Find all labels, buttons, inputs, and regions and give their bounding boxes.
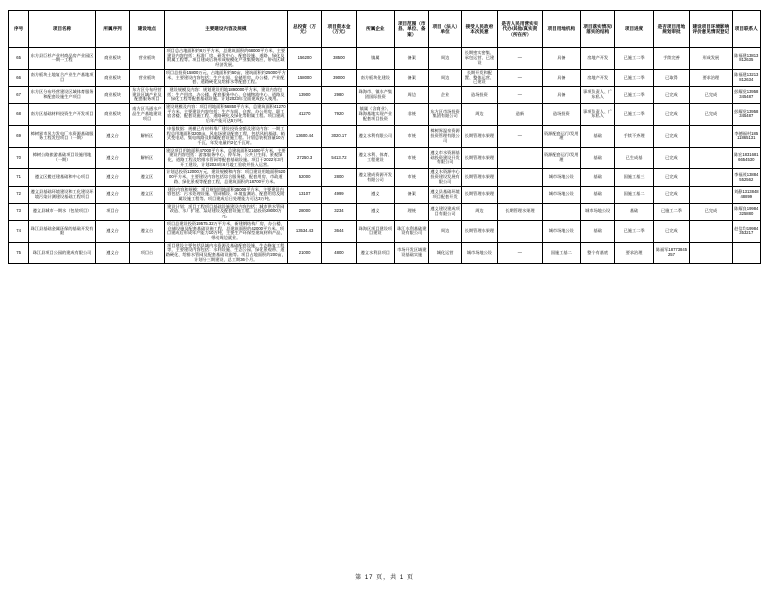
cell-plan-approval: 已完成 bbox=[653, 169, 689, 186]
cell-implementation: 基础 bbox=[581, 147, 615, 169]
cell-eia bbox=[690, 242, 732, 264]
cell-plan-approval: 已取得 bbox=[653, 69, 689, 86]
cell-land bbox=[542, 203, 580, 220]
cell-progress: 已施工二季 bbox=[615, 86, 653, 103]
cell-company: 遵义 bbox=[356, 186, 394, 203]
cell-progress: 已施工二季 bbox=[615, 48, 653, 70]
column-header-project-name: 项目名称 bbox=[29, 11, 96, 48]
column-header-progress: 项目进度 bbox=[615, 11, 653, 48]
cell-project-name: 南方区基础材料投资生产开发项目 bbox=[29, 104, 96, 126]
table-row bbox=[9, 147, 761, 169]
cell-plan-approval: 手续完善 bbox=[653, 48, 689, 70]
cell-contact: 刘静131384848899 bbox=[732, 186, 760, 203]
cell-total: 13107 bbox=[287, 186, 321, 203]
table-row bbox=[9, 69, 761, 86]
cell-accept: 长期管理水果理 bbox=[461, 147, 497, 169]
cell-eia bbox=[690, 220, 732, 242]
cell-company: 遵义水利县项目 bbox=[356, 242, 394, 264]
cell-project-name: 遵义县基础环境建设和工化建设环境污染计测建设基础工程项目 bbox=[29, 186, 96, 203]
cell-agent: — bbox=[498, 69, 542, 86]
cell-plan-approval: 已完成 bbox=[653, 104, 689, 126]
cell-accept: 长期管理水果理 bbox=[461, 169, 497, 186]
table-row bbox=[9, 125, 761, 147]
cell-implementation: 事项负责人、广东私人 bbox=[581, 86, 615, 103]
cell-contact bbox=[732, 242, 760, 264]
cell-series: 遵义台 bbox=[95, 220, 129, 242]
cell-content: 建设内容和规模：项目规划用地面积35000平方米，主要建设内容包括：污水处理设施、管网铺设、环境监测站、配套用房及附属设施工程等。项目建成后日处理能力可达3万吨。 bbox=[164, 186, 287, 203]
table-row bbox=[9, 48, 761, 70]
cell-agent: — bbox=[498, 242, 542, 264]
cell-content: 项目建设主要包括县域内水资源及基础配套设施、生态修复工程等，主要建设内容包括：水利设施、生态公园、绿化景观带、道路硬化、给排水管网及配套基础设施等。项目占地面积约200亩，计划分三期建设，总工期36个月。 bbox=[164, 242, 287, 264]
table-header bbox=[9, 11, 761, 48]
cell-accept: 长期管理水果理 bbox=[461, 125, 497, 147]
column-header-total-investment: 总投资（万元） bbox=[287, 11, 321, 48]
cell-land: 城市场地公设 bbox=[542, 220, 580, 242]
table-row bbox=[9, 86, 761, 103]
header-row bbox=[9, 11, 761, 48]
cell-seq: 74 bbox=[9, 220, 29, 242]
cell-eia: 要求治理 bbox=[690, 69, 732, 86]
column-header-accept: 接受人民政府本次民意 bbox=[461, 11, 497, 48]
cell-seq: 68 bbox=[9, 104, 29, 126]
cell-capital: 4800 bbox=[322, 242, 356, 264]
column-header-content: 主要建设内容及规模 bbox=[164, 11, 287, 48]
cell-content: 项目总占地面积约6万平方米，总建筑面积约68000平方米，主要建设内容包括：标准厂房、研发中心、配套设施、道路、绿化及附属工程等。项目建成后将形成规模化产业集聚效应，带动区域经济发展。 bbox=[164, 48, 287, 70]
cell-series: 遵义台 bbox=[95, 169, 129, 186]
cell-series: 遵义台 bbox=[95, 125, 129, 147]
cell-plan-approval: 已完成 bbox=[653, 220, 689, 242]
cell-seq: 70 bbox=[9, 147, 29, 169]
cell-eia bbox=[690, 186, 732, 203]
cell-total: 21000 bbox=[287, 242, 321, 264]
cell-seq: 69 bbox=[9, 125, 29, 147]
cell-contact: 彭耀党13958345487 bbox=[732, 104, 760, 126]
cell-eia bbox=[690, 125, 732, 147]
cell-eia bbox=[690, 147, 732, 169]
cell-site bbox=[130, 203, 164, 220]
cell-land: 城市场地公设 bbox=[542, 186, 580, 203]
column-header-series: 所属序列 bbox=[95, 11, 129, 48]
cell-implementation: 城市场地公设 bbox=[581, 203, 615, 220]
cell-accept: 造场投资 bbox=[461, 86, 497, 103]
cell-plan-approval: 已完成 bbox=[653, 125, 689, 147]
cell-scope: 备案 bbox=[395, 48, 429, 70]
cell-implementation: 基础 bbox=[581, 125, 615, 147]
cell-series: 遵义台 bbox=[95, 147, 129, 169]
cell-eia: 已完成 bbox=[690, 86, 732, 103]
column-header-capital: 项目资本金（万元） bbox=[322, 11, 356, 48]
cell-plan-approval: 陈福军18773845257 bbox=[653, 242, 689, 264]
cell-progress: 已施工二季 bbox=[615, 104, 653, 126]
cell-accept: 周边 bbox=[461, 203, 497, 220]
cell-progress: 已施工二季 bbox=[615, 220, 653, 242]
cell-seq: 66 bbox=[9, 69, 29, 86]
column-header-entity: 项目（法人）单位 bbox=[429, 11, 461, 48]
cell-project-name: 珠江县项目公园的建成有限公司 bbox=[29, 242, 96, 264]
cell-contact: 陈宏18316816654530 bbox=[732, 147, 760, 169]
cell-capital: 7920 bbox=[322, 104, 356, 126]
column-header-agent: 是否人民用营实实代办/其他/真实责（所在所） bbox=[498, 11, 542, 48]
cell-accept: 长期管理水果理 bbox=[461, 220, 497, 242]
cell-contact: 赵信均19984353217 bbox=[732, 220, 760, 242]
cell-series: 遵义台 bbox=[95, 186, 129, 203]
cell-entity: 遵义水资源中心投资建设发展有限公司 bbox=[429, 169, 461, 186]
cell-entity: 企业 bbox=[429, 86, 461, 103]
cell-entity: 东方区市场投资集团有限公司 bbox=[429, 104, 461, 126]
column-header-company: 所属企业 bbox=[356, 11, 394, 48]
cell-capital: 38500 bbox=[322, 48, 356, 70]
cell-total: 156200 bbox=[287, 48, 321, 70]
cell-site: 营业板块 bbox=[130, 69, 164, 86]
cell-land: 具备 bbox=[542, 48, 580, 70]
cell-total: 13534.43 bbox=[287, 220, 321, 242]
cell-seq: 65 bbox=[9, 48, 29, 70]
cell-entity: 遵义市水资源基础投资建设开发有限公司 bbox=[429, 147, 461, 169]
cell-series: 商业板块 bbox=[95, 69, 129, 86]
cell-agent: — bbox=[498, 125, 542, 147]
cell-accept: 长期密实密集、承包运营、已建设 bbox=[461, 48, 497, 70]
cell-implementation: 基础 bbox=[581, 186, 615, 203]
cell-project-name: 遵义县城市一期水（包装项目） bbox=[29, 203, 96, 220]
cell-plan-approval: 已完成 bbox=[653, 86, 689, 103]
column-header-seq: 序号 bbox=[9, 11, 29, 48]
table-row bbox=[9, 169, 761, 186]
cell-land: 具备 bbox=[542, 86, 580, 103]
column-header-implementation: 项目落实情况/落实的结构 bbox=[581, 11, 615, 48]
cell-total: 41270 bbox=[287, 104, 321, 126]
cell-project-name: 樟树公路旅游基础项目设施用地（一期） bbox=[29, 147, 96, 169]
cell-contact: 陈福建13213812634 bbox=[732, 69, 760, 86]
cell-scope: 市统 bbox=[395, 169, 429, 186]
cell-accept: 长期管理水果理 bbox=[461, 186, 497, 203]
cell-company: 珠海市、镇水产集团国际投资 bbox=[356, 86, 394, 103]
cell-site: 解析区 bbox=[130, 147, 164, 169]
cell-content: 建设计划：项目工程项目基础设施建设内容包括：城市供水管网改造、水厂扩建、泵站建设及配套设施工程，总投资28000万元。 bbox=[164, 203, 287, 220]
cell-seq: 73 bbox=[9, 203, 29, 220]
cell-content: 项目总建设投资19575.32万平方米，新建钢结构厂房、办公楼、仓储设施及配套基础设施工程，总建筑面积约42000平方米。项目建成后形成年产能力10万吨，主要生产环保型建筑材料产品，带动周边就业。 bbox=[164, 220, 287, 242]
cell-content: 计划总投资12000万元，建设规模和内容：项目建设用地面积52000平方米，主要建设内容包括综合服务楼、配套用房、市政道路、绿化景观等配套工程，总建筑面积约18700平方米。 bbox=[164, 169, 287, 186]
cell-progress: 已施工二季 bbox=[615, 69, 653, 86]
cell-site: 解析区 bbox=[130, 125, 164, 147]
cell-seq: 75 bbox=[9, 242, 29, 264]
cell-eia: 形成发展 bbox=[690, 48, 732, 70]
cell-progress: 国施工基二 bbox=[615, 186, 653, 203]
cell-land: 资源配套运行/发用理 bbox=[542, 125, 580, 147]
cell-project-name: 东方县巨杉产业村商品房产业园区一期一工程 bbox=[29, 48, 96, 70]
cell-scope: 周边 bbox=[395, 86, 429, 103]
cell-accept: 周边 bbox=[461, 104, 497, 126]
cell-land: 资源配套运行/发用理 bbox=[542, 147, 580, 169]
cell-capital: 3020.17 bbox=[322, 125, 356, 147]
cell-capital: 3234 bbox=[322, 203, 356, 220]
table-row bbox=[9, 220, 761, 242]
cell-agent bbox=[498, 147, 542, 169]
cell-agent: 长期管理水果理 bbox=[498, 203, 542, 220]
cell-site: 营业板块 bbox=[130, 48, 164, 70]
cell-company: 遵义建成资源开发有限公司 bbox=[356, 169, 394, 186]
cell-implementation: 房地产开发 bbox=[581, 69, 615, 86]
cell-entity: 城化运营 bbox=[429, 242, 461, 264]
cell-site: 南方区马通水产品生产基地建设项目 bbox=[130, 104, 164, 126]
cell-seq: 67 bbox=[9, 86, 29, 103]
cell-agent: — bbox=[498, 86, 542, 103]
cell-company: 镇属（含商业）、珠海基地实现产业配套项目投资 bbox=[356, 104, 394, 126]
cell-scope: 备案 bbox=[395, 186, 429, 203]
cell-progress: 基础 bbox=[615, 203, 653, 220]
cell-accept: 长期开发和配置、整体运营、已建设 bbox=[461, 69, 497, 86]
table-row bbox=[9, 203, 761, 220]
cell-series: 项目台 bbox=[95, 203, 129, 220]
cell-total: 27250.3 bbox=[287, 147, 321, 169]
cell-contact: 陈耀良19984325880 bbox=[732, 203, 760, 220]
cell-site: 东方区分布经营建设区域产业及配套服务项目 bbox=[130, 86, 164, 103]
cell-contact: 李福茂13884552562 bbox=[732, 169, 760, 186]
column-header-scope: 项目范围（市县、单位、备案） bbox=[395, 11, 429, 48]
cell-site: 遵义区 bbox=[130, 186, 164, 203]
cell-scope: 市统 bbox=[395, 147, 429, 169]
cell-content: 项目总投资15800万元，占地面积约50亩，建筑面积约25000平方米，主要建设内容包括：生产车间、仓储用房、办公楼、产业配套、道路硬化及给排水等配套工程。 bbox=[164, 69, 287, 86]
column-header-site: 建设地点 bbox=[130, 11, 164, 48]
cell-total: 13900 bbox=[287, 86, 321, 103]
column-header-land: 项目用地机构 bbox=[542, 11, 580, 48]
cell-content: 建设项目用地面积47000平方米，总建筑面积21600平方米，主要建设内容包括：游客服务中心、停车场、公共卫生间、景观绿化、道路工程及给排水管网等配套基础设施。项目于2022年3月开工建设，计划2024年6月竣工验收并投入运营。 bbox=[164, 147, 287, 169]
cell-progress: 手续不齐理 bbox=[615, 125, 653, 147]
table-body bbox=[9, 48, 761, 264]
cell-capital: 39000 bbox=[322, 69, 356, 86]
cell-plan-approval: 已完成 bbox=[653, 147, 689, 169]
cell-company: 遵义水利、体育、工程建设 bbox=[356, 147, 394, 169]
cell-agent bbox=[498, 186, 542, 203]
cell-content: 建设规模及内容：规划建设用地1890000平方米，建设内容包括：生产用房、办公楼、配套服务中心、仓储物流中心、道路及绿化工程等配套基础设施。计划2023年全面建成投入使用。 bbox=[164, 86, 287, 103]
cell-agent bbox=[498, 220, 542, 242]
cell-scope: 市统 bbox=[395, 125, 429, 147]
cell-entity: 遵义建设建成项目有限公司 bbox=[429, 203, 461, 220]
column-header-plan-approval: 是否项目用地规划审批 bbox=[653, 11, 689, 48]
table-row bbox=[9, 186, 761, 203]
cell-implementation: 房地产开发 bbox=[581, 48, 615, 70]
cell-capital: 4999 bbox=[322, 186, 356, 203]
cell-company: 遵义水利有限公司 bbox=[356, 125, 394, 147]
cell-land: 城市场地公设 bbox=[542, 169, 580, 186]
cell-capital: 5413.72 bbox=[322, 147, 356, 169]
cell-content: 申报数据：规模已有材料堆厂建设投资金额及建设内容：一期工程总用地面积3200亩，风电场建设配套工程，包括风机基础、箱式变电站、集电线路及附属配套设施工程。计划总装机容量10万千瓦，年发电量约2亿千瓦时。 bbox=[164, 125, 287, 147]
cell-company: 珠海区项目建设项目建设 bbox=[356, 220, 394, 242]
cell-progress: 已生成基 bbox=[615, 147, 653, 169]
cell-contact: 彭耀党13958345487 bbox=[732, 86, 760, 103]
cell-series: 商业板块 bbox=[95, 86, 129, 103]
cell-scope: 市场开发区域建设基础实施 bbox=[395, 242, 429, 264]
table-row bbox=[9, 242, 761, 264]
table-row bbox=[9, 104, 761, 126]
cell-entity: 遵义县基础环境项目配套开发 bbox=[429, 186, 461, 203]
cell-content: 建设规模及内容：项目用地面积56850平方米，总建筑面积41270平方米，主要建设内容包括：生产车间、仓库、办公用房、职工宿舍楼、配套设施工程、道路硬化及绿化等附属工程。项目建成后年产能可达5万吨。 bbox=[164, 104, 287, 126]
cell-total: 13600.44 bbox=[287, 125, 321, 147]
cell-total: 28000 bbox=[287, 203, 321, 220]
cell-scope: 理统 bbox=[395, 203, 429, 220]
cell-land: 造场投资 bbox=[542, 104, 580, 126]
cell-entity: 周边 bbox=[429, 69, 461, 86]
cell-series: 商业板块 bbox=[95, 104, 129, 126]
cell-agent: 造新 bbox=[498, 104, 542, 126]
cell-eia: 已完成 bbox=[690, 104, 732, 126]
cell-implementation: 事项负责人、广东私人 bbox=[581, 104, 615, 126]
cell-entity: 周边 bbox=[429, 48, 461, 70]
cell-capital: 2980 bbox=[322, 86, 356, 103]
cell-scope: 非统 bbox=[395, 104, 429, 126]
cell-implementation: 整个有基底 bbox=[581, 242, 615, 264]
cell-entity: 周边 bbox=[429, 220, 461, 242]
cell-land: 国施工基二 bbox=[542, 242, 580, 264]
cell-company: 遵义 bbox=[356, 203, 394, 220]
cell-seq: 72 bbox=[9, 186, 29, 203]
cell-plan-approval: 已完成 bbox=[653, 186, 689, 203]
cell-project-name: 东方区分布经营建设区域体育服务和配套设施生产项目 bbox=[29, 86, 96, 103]
cell-agent: — bbox=[498, 48, 542, 70]
cell-scope: 珠江水利基础建设有限公司 bbox=[395, 220, 429, 242]
cell-site: 项目台 bbox=[130, 242, 164, 264]
cell-progress: 国施工基三 bbox=[615, 169, 653, 186]
cell-entity: 樟树界温泉资源投资管理有限公司 bbox=[429, 125, 461, 147]
cell-company: 南方板块化建设 bbox=[356, 69, 394, 86]
cell-agent bbox=[498, 169, 542, 186]
cell-eia: 已完成 bbox=[690, 203, 732, 220]
cell-accept: 城市场地公设 bbox=[461, 242, 497, 264]
column-header-contact: 项目联系人 bbox=[732, 11, 760, 48]
cell-progress: 要求治理 bbox=[615, 242, 653, 264]
cell-capital: 2800 bbox=[322, 169, 356, 186]
cell-series: 商业板块 bbox=[95, 48, 129, 70]
cell-capital: 3644 bbox=[322, 220, 356, 242]
cell-project-name: 珠江县基础金属环保的基础开发有限 bbox=[29, 220, 96, 242]
cell-project-name: 南方板块土地复合产业生产基地项目 bbox=[29, 69, 96, 86]
cell-total: 158000 bbox=[287, 69, 321, 86]
cell-series: 遵义台 bbox=[95, 242, 129, 264]
cell-contact: 李德福村18511865131 bbox=[732, 125, 760, 147]
page-footer: 第 17 页，共 1 页 bbox=[355, 575, 414, 581]
cell-project-name: 遵义区搬迁建基础和中心项目 bbox=[29, 169, 96, 186]
cell-eia bbox=[690, 169, 732, 186]
project-table bbox=[8, 10, 761, 264]
cell-land: 具备 bbox=[542, 69, 580, 86]
column-header-eia: 建设项目环境影响评价意见情况登记 bbox=[690, 11, 732, 48]
cell-contact: 陈福建13813812635 bbox=[732, 48, 760, 70]
cell-site: 遵义区 bbox=[130, 169, 164, 186]
cell-site: 遵义台 bbox=[130, 220, 164, 242]
cell-implementation: 基础 bbox=[581, 220, 615, 242]
cell-implementation: 基础 bbox=[581, 169, 615, 186]
cell-company: 镇属 bbox=[356, 48, 394, 70]
cell-plan-approval: 已施工二季 bbox=[653, 203, 689, 220]
cell-seq: 71 bbox=[9, 169, 29, 186]
cell-scope: 备案 bbox=[395, 69, 429, 86]
cell-total: 52000 bbox=[287, 169, 321, 186]
cell-project-name: 樟树界市风力发电厂水资源基础服务工程发包项目（一期） bbox=[29, 125, 96, 147]
